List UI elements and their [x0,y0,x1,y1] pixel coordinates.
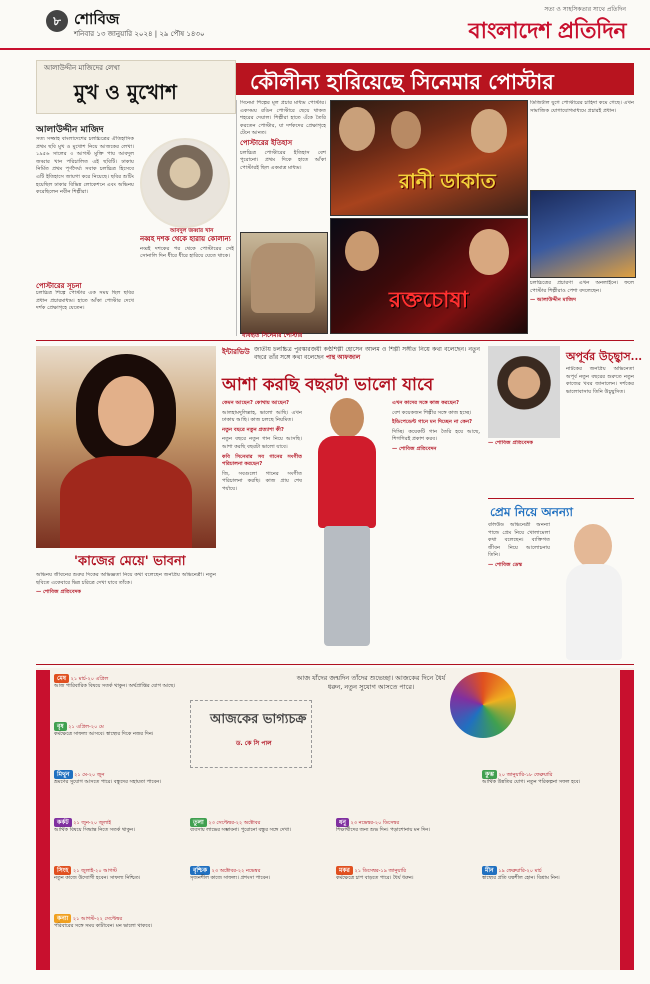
interview-answer: জি, সবগুলো গানের সংগীত পরিচালনা করছি। কাজ প্রায় শেষ পর্যায়ে। [222,470,302,492]
singer-jeans [324,526,370,646]
movie-poster-1 [330,100,528,216]
feature-body-4 [530,280,634,334]
zodiac-dates: ২১ মে-২০ জুন [74,772,105,778]
zodiac-sign-libra [190,818,330,862]
zodiac-name: কন্যা [54,914,71,923]
right-feature-1-title: অপূর্বর উচ্ছ্বাস... [566,350,643,363]
interview-credit: — শোবিজ প্রতিবেদন [392,445,437,452]
poster-face [339,107,375,151]
interview-intro-text: জাতীয় চলচ্চিত্র পুরস্কারজয়ী কণ্ঠশিল্পী হোসেন আলম ও শিল্পী সঙ্গীত নিয়ে কথা বলেছেন। নতুন বছরে তাঁর সঙ্গে কথা বলেছেন [254,346,480,361]
zodiac-sign-aries [54,674,184,718]
right-feature-1-body-2 [488,440,634,494]
poster-face [471,109,507,153]
singer-head [330,398,364,438]
actress-ananya-photo [554,520,634,660]
interview-body-right [392,400,480,656]
feature-paragraph: ডিজিটাল যুগে পোস্টারের চাহিদা কমে গেছে। এখন সামাজিক যোগাযোগমাধ্যমে প্রচারই প্রধান। [530,100,634,114]
zodiac-dates: ২১ ডিসেম্বর-১৯ জানুয়ারি [354,868,407,874]
newspaper-logo: বাংলাদেশ প্রতিদিন [468,18,626,44]
singer-photo [308,398,386,656]
interview-answer: আলহামদুলিল্লাহ, ভালো আছি। এখন ঢাকায় আছি। কাজ চলছে নিয়মিত। [222,409,302,424]
actor-photo [488,346,560,438]
actress-photo [36,346,216,548]
zodiac-text: কর্মক্ষেত্রে চাপ বাড়তে পারে। ধৈর্য ধরুন। [336,875,414,881]
actress-face [98,376,154,446]
zodiac-dates: ২১ মার্চ-২০ এপ্রিল [70,676,109,682]
left-feature-body [36,572,216,656]
feature-headline: কৌলীন্য হারিয়েছে সিনেমার পোস্টার [250,69,554,94]
interview-answer: বেশ কয়েকজন শিল্পীর সঙ্গে কাজ হচ্ছে। [392,409,472,416]
feature-headline-bar [236,63,634,95]
horoscope-side-strip [36,670,50,970]
interview-answer: নতুন বছরে নতুন গান নিয়ে আসছি। আশা করছি বছরটা ভালো যাবে। [222,436,302,450]
zodiac-sign-cancer [54,818,184,862]
poster-2-title: রক্তচোষা [389,287,469,313]
section-divider [36,340,634,341]
zodiac-dates: ১৯ ফেব্রুয়ারি-২০ মার্চ [498,868,542,874]
feature-credit: — আলাউদ্দীন মাজিদ [530,297,576,304]
zodiac-dates: ২১ এপ্রিল-২০ মে [68,724,104,730]
zodiac-name: বৃষ [54,722,67,731]
feature-paragraph: চলচ্চিত্র পোস্টারের ইতিহাস বেশ পুরোনো। প্রথম দিকে হাতে আঁকা পোস্টারই ছিল একমাত্র মাধ্যম। [240,149,326,171]
zodiac-name: বৃশ্চিক [190,866,210,875]
zodiac-sign-gemini [54,770,184,814]
poster-1-title: রানী ডাকাত [399,169,496,193]
interview-question: কেমন আছেন? কোথায় আছেন? [222,400,290,406]
zodiac-dates: ২১ আগস্ট-২২ সেপ্টেম্বর [72,916,123,922]
zodiac-name: সিংহ [54,866,71,875]
zodiac-dates: ২৩ অক্টোবর-২২ নভেম্বর [211,868,261,874]
right-feature-2-title: প্রেম নিয়ে অনন্যা [490,505,574,519]
column-kicker: আলাউদ্দীন মাজিদের লেখা [44,64,120,72]
column-title: মুখ ও মুখোশ [74,80,177,104]
zodiac-text: ভ্রমণের সুযোগ আসতে পারে। বন্ধুদের সহায়তা পাবেন। [54,779,162,785]
column-body-2 [36,290,134,334]
zodiac-wheel-icon [450,672,516,738]
zodiac-sign-aquarius [482,770,616,814]
column-body-3 [140,236,234,334]
logo-tagline: সত্য ও সাহসিকতার সাথে প্রতিদিন [544,6,626,13]
zodiac-text: আজ পারিবারিক বিষয়ে সতর্ক থাকুন। অর্থপ্রাপ্তির যোগ আছে। [54,683,176,689]
zodiac-text: কর্মক্ষেত্রে সাফল্য আসবে। স্বাস্থ্যের দিকে নজর দিন। [54,731,154,737]
zodiac-name: মিথুন [54,770,73,779]
movie-poster-3 [530,190,636,278]
zodiac-sign-taurus [54,722,184,766]
poster-face [391,111,421,149]
zodiac-name: কর্কট [54,818,72,827]
poster-figure [251,243,315,313]
zodiac-name: তুলা [190,818,207,827]
zodiac-text: সৃজনশীল কাজে সাফল্য। প্রশংসা পাবেন। [190,875,271,881]
section-name: শোবিজ [74,10,120,28]
left-feature-credit: — শোবিজ প্রতিবেদক [36,589,82,596]
horoscope-side-strip [620,670,634,970]
feature-subhead: পোস্টারের ইতিহাস [240,138,293,147]
singer-jacket [318,436,376,528]
interview-question: কবি সিনেমার সব গানের সংগীত পরিচালনা করছেন? [222,453,302,468]
right-divider [488,498,634,499]
zodiac-dates: ২১ জুলাই-২০ আগস্ট [73,868,117,874]
horoscope-astrologer: ড. কে সি পাল [236,740,272,747]
zodiac-dates: ২৩ নভেম্বর-২০ ডিসেম্বর [350,820,400,826]
right-feature-1-credit: — শোবিজ প্রতিবেদক [488,440,534,446]
page-number: ৮ [46,10,68,32]
column-subhead-2: নব্বই দশক থেকে হারায় কৌলীন্য [140,236,231,243]
movie-poster-vintage [240,232,328,334]
section-divider [36,664,634,665]
column-paragraph: নব্বই দশকের পর থেকে পোস্টারের সেই সোনালি দিন ধীরে ধীরে হারিয়ে যেতে থাকে। [140,245,234,260]
interview-kicker: ইন্টারভিউ [222,348,250,356]
horoscope-intro: আজ যাঁদের জন্মদিন তাঁদের শুভেচ্ছা। আজকের দিনে ধৈর্য ধরুন, নতুন সুযোগ আসতে পারে। [296,674,446,691]
column-paragraph: সত্য সজ্জাহ বাংলাদেশের চলচ্চিত্রের ঐতিহাসিক প্রথম ছবি মুখ ও মুখোশ নিয়ে আজকের লেখা। ১৯৫৬ সালের ৩ আগস্ট মুক্তি পায় আবদুল জব্বার খান পরিচালিত এই ছবিটি। ঢাকায় নির্মিত প্রথম পূর্ণদৈর্ঘ্য সবাক চলচ্চিত্র হিসেবে এটি ইতিহাসে জায়গা করে নিয়েছে। ছবির শুটিং হয়েছিল ঢাকার বিভিন্ন লোকেশনে এবং অভিনয় করেছিলেন নবীন শিল্পীরা। [36,136,134,196]
zodiac-text: আর্থিক উন্নতির যোগ। নতুন পরিকল্পনা সফল হবে। [482,779,581,785]
zodiac-sign-leo [54,866,184,910]
zodiac-text: শিক্ষার্থীদের জন্য শুভ দিন। পড়াশোনায় মন দিন। [336,827,431,833]
zodiac-dates: ২০ জানুয়ারি-১৮ ফেব্রুয়ারি [498,772,553,778]
feature-paragraph: সিনেমা শিল্পের মূল প্রচার মাধ্যম পোস্টার। একসময় রঙিন পোস্টারে ছেয়ে থাকত শহরের দেয়াল। শিল্পীরা হাতে এঁকে তৈরি করতেন পোস্টার, যা দর্শকদের প্রেক্ষাগৃহে টেনে আনত। [240,100,326,137]
right-feature-2-credit: — শোবিজ ডেস্ক [488,561,523,568]
poster-face [345,231,379,271]
portrait-caption: আবদুল জব্বার খান [170,228,214,234]
right-feature-2-body [488,522,550,656]
column-paragraph: চলচ্চিত্র শিল্পে পোস্টার এক সময় ছিল ছবির প্রধান প্রচারমাধ্যম। হাতে আঁকা পোস্টার দেখে দর্শক প্রেক্ষাগৃহে যেতেন। [36,290,134,312]
zodiac-sign-capricorn [336,866,476,910]
horoscope-title: আজকের ভাগ্যচক্র [210,712,307,727]
zodiac-text: আর্থিক বিষয়ে সিদ্ধান্ত নিতে সতর্ক থাকুন। [54,827,135,833]
left-feature-paragraph: অভিনয় জীবনের শুরুর দিকের অভিজ্ঞতা নিয়ে কথা বলেছেন জনপ্রিয় অভিনেত্রী। নতুন ছবিতে একেবারে ভিন্ন চরিত্রে দেখা যাবে তাঁকে। [36,572,216,586]
left-feature-title: 'কাজের মেয়ে' ভাবনা [74,554,186,569]
movie-poster-2 [330,218,528,334]
interview-headline-box [222,372,480,398]
interview-question: এখন কাদের সঙ্গে কাজ করছেন? [392,400,460,406]
zodiac-dates: ২৩ সেপ্টেম্বর-২২ অক্টোবর [208,820,261,826]
zodiac-text: পরিবারের সঙ্গে সময় কাটাবেন। মন ভালো থাকবে। [54,923,153,929]
right-feature-2-paragraph: বলিউড অভিনেত্রী অনন্যা পান্ডে প্রেম নিয়ে খোলামেলা কথা বলেছেন। ব্যক্তিগত জীবন নিয়ে আলোচনায় তিনি। [488,522,550,559]
interview-author: পান্থ আফজাল [325,354,361,361]
column-body [36,136,134,276]
column-subhead: পোস্টারের সূচনা [36,282,82,290]
portrait-photo [140,138,230,228]
right-feature-1-body [566,366,634,440]
zodiac-text: নতুন কাজে উদ্যোগী হবেন। সাফল্য নিশ্চিত। [54,875,141,881]
zodiac-sign-scorpio [190,866,330,910]
interview-answer: দিচ্ছি। কয়েকটি গান তৈরি হয়ে আছে, শিগগিরই প্রকাশ করব। [392,428,480,443]
actress-sari [60,456,192,548]
interview-intro [254,346,480,370]
zodiac-text: স্বাস্থ্যের প্রতি যত্নশীল হোন। বিশ্রাম নিন। [482,875,560,881]
interview-body-left [222,400,302,656]
poster-caption: ব্যবহৃত সিনেমার পোস্টার [242,332,303,339]
right-feature-1-paragraph: নাটকের জনপ্রিয় অভিনেতা অপূর্ব নতুন বছরের শুরুতে নতুন কাজের খবর জানালেন। দর্শকের ভালোবাসায় তিনি উচ্ছ্বসিত। [566,366,634,395]
zodiac-sign-sagittarius [336,818,476,862]
zodiac-text: ব্যবসায় লাভের সম্ভাবনা। পুরোনো বন্ধুর সঙ্গে দেখা। [190,827,291,833]
ananya-dress [566,564,622,660]
zodiac-sign-pisces [482,866,616,910]
column-author: আলাউদ্দীন মাজিদ [36,125,104,135]
zodiac-name: মেষ [54,674,69,683]
zodiac-name: ধনু [336,818,349,827]
feature-paragraph: চলচ্চিত্রের প্রচারণা এখন অনলাইনে। ফলে পোস্টার শিল্পীরাও পেশা বদলেছেন। [530,280,634,294]
poster-face [469,229,509,275]
zodiac-name: কুম্ভ [482,770,497,779]
zodiac-dates: ২১ জুন-২০ জুলাই [73,820,111,826]
zodiac-name: মকর [336,866,353,875]
interview-question: ইন্ডিপেন্ডেন্ট গানে মন দিচ্ছেন না কেন? [392,419,473,426]
zodiac-sign-virgo [54,914,184,966]
interview-headline: আশা করছি বছরটা ভালো যাবে [222,375,434,395]
zodiac-name: মীন [482,866,497,875]
column-divider [236,100,237,336]
interview-question: নতুন বছরে নতুন প্রত্যাশা কী? [222,426,284,433]
ananya-face [574,524,612,568]
dateline: শনিবার ১৩ জানুয়ারি ২০২৪ | ২৯ পৌষ ১৪৩০ [74,30,205,38]
